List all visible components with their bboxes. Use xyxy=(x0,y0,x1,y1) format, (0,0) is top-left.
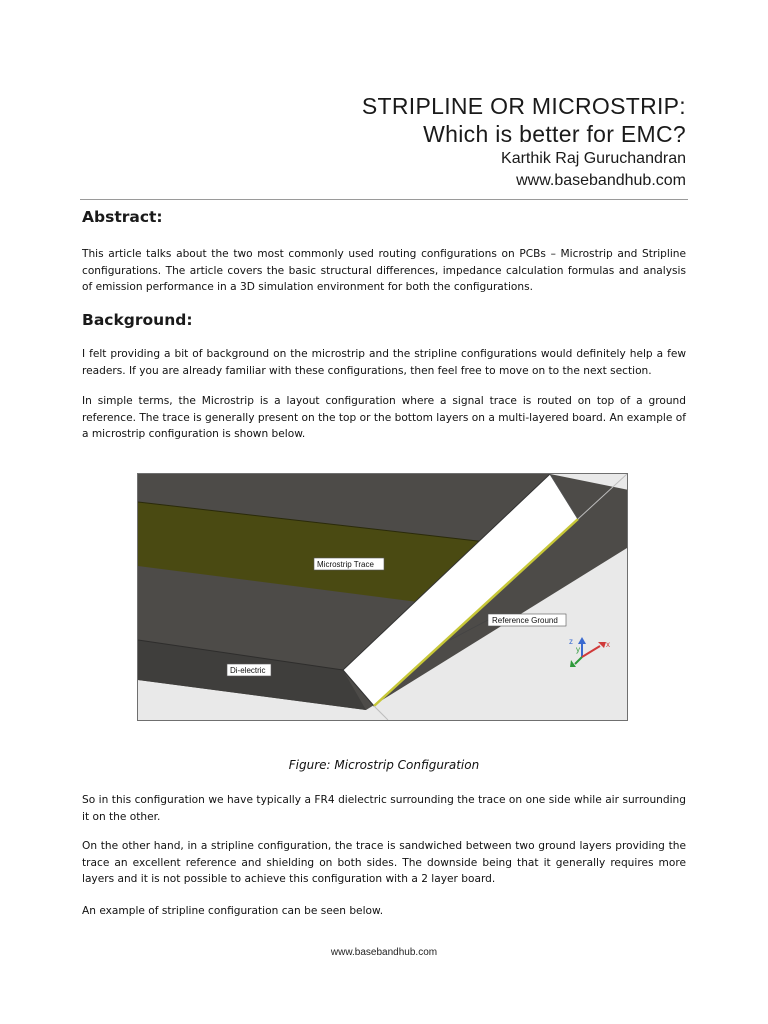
figure-caption: Figure: Microstrip Configuration xyxy=(288,758,480,772)
microstrip-illustration xyxy=(138,474,627,720)
header-website: www.basebandhub.com xyxy=(516,172,686,189)
title-line-2: Which is better for EMC? xyxy=(423,121,686,147)
axis-y-label: y xyxy=(576,645,580,654)
background-paragraph-1: I felt providing a bit of background on the microstrip and the stripline configurations would definitely help a few readers. If you are already familiar with these configurations, then feel free to move on to the next section. xyxy=(82,348,686,377)
label-reference-ground: Reference Ground xyxy=(492,616,558,625)
axis-z-label: z xyxy=(569,637,573,646)
label-microstrip-trace: Microstrip Trace xyxy=(317,560,374,569)
title-block xyxy=(362,92,686,192)
header-divider xyxy=(80,199,688,200)
footer-website: www.basebandhub.com xyxy=(330,947,438,958)
background-paragraph-2: In simple terms, the Microstrip is a layout configuration where a signal trace is routed on top of a ground reference. The trace is generally present on the top or the bottom layers on a multi-layered board. An example of a microstrip configuration is shown below. xyxy=(82,395,686,440)
author-name: Karthik Raj Guruchandran xyxy=(501,150,686,167)
body-paragraph-5: An example of stripline configuration can be seen below. xyxy=(82,905,384,917)
abstract-heading: Abstract: xyxy=(82,208,163,226)
microstrip-figure xyxy=(137,473,628,721)
body-paragraph-4: On the other hand, in a stripline configuration, the trace is sandwiched between two ground layers providing the trace an excellent reference and shielding on both sides. The downside being that it generally requires more layers and it is not possible to achieve this configuration with a 2 layer board. xyxy=(82,840,686,885)
abstract-paragraph: This article talks about the two most commonly used routing configurations on PCBs – Microstrip and Stripline configurations. The article covers the basic structural differences, impedance calculation formulas and analysis of emission performance in a 3D simulation environment for both the configurations. xyxy=(82,248,686,293)
axis-x-label: x xyxy=(606,640,610,649)
background-heading: Background: xyxy=(82,311,193,329)
title-line-1: STRIPLINE OR MICROSTRIP: xyxy=(361,93,686,119)
label-dielectric: Di-electric xyxy=(230,666,266,675)
body-paragraph-3: So in this configuration we have typically a FR4 dielectric surrounding the trace on one side while air surrounding it on the other. xyxy=(82,794,686,823)
